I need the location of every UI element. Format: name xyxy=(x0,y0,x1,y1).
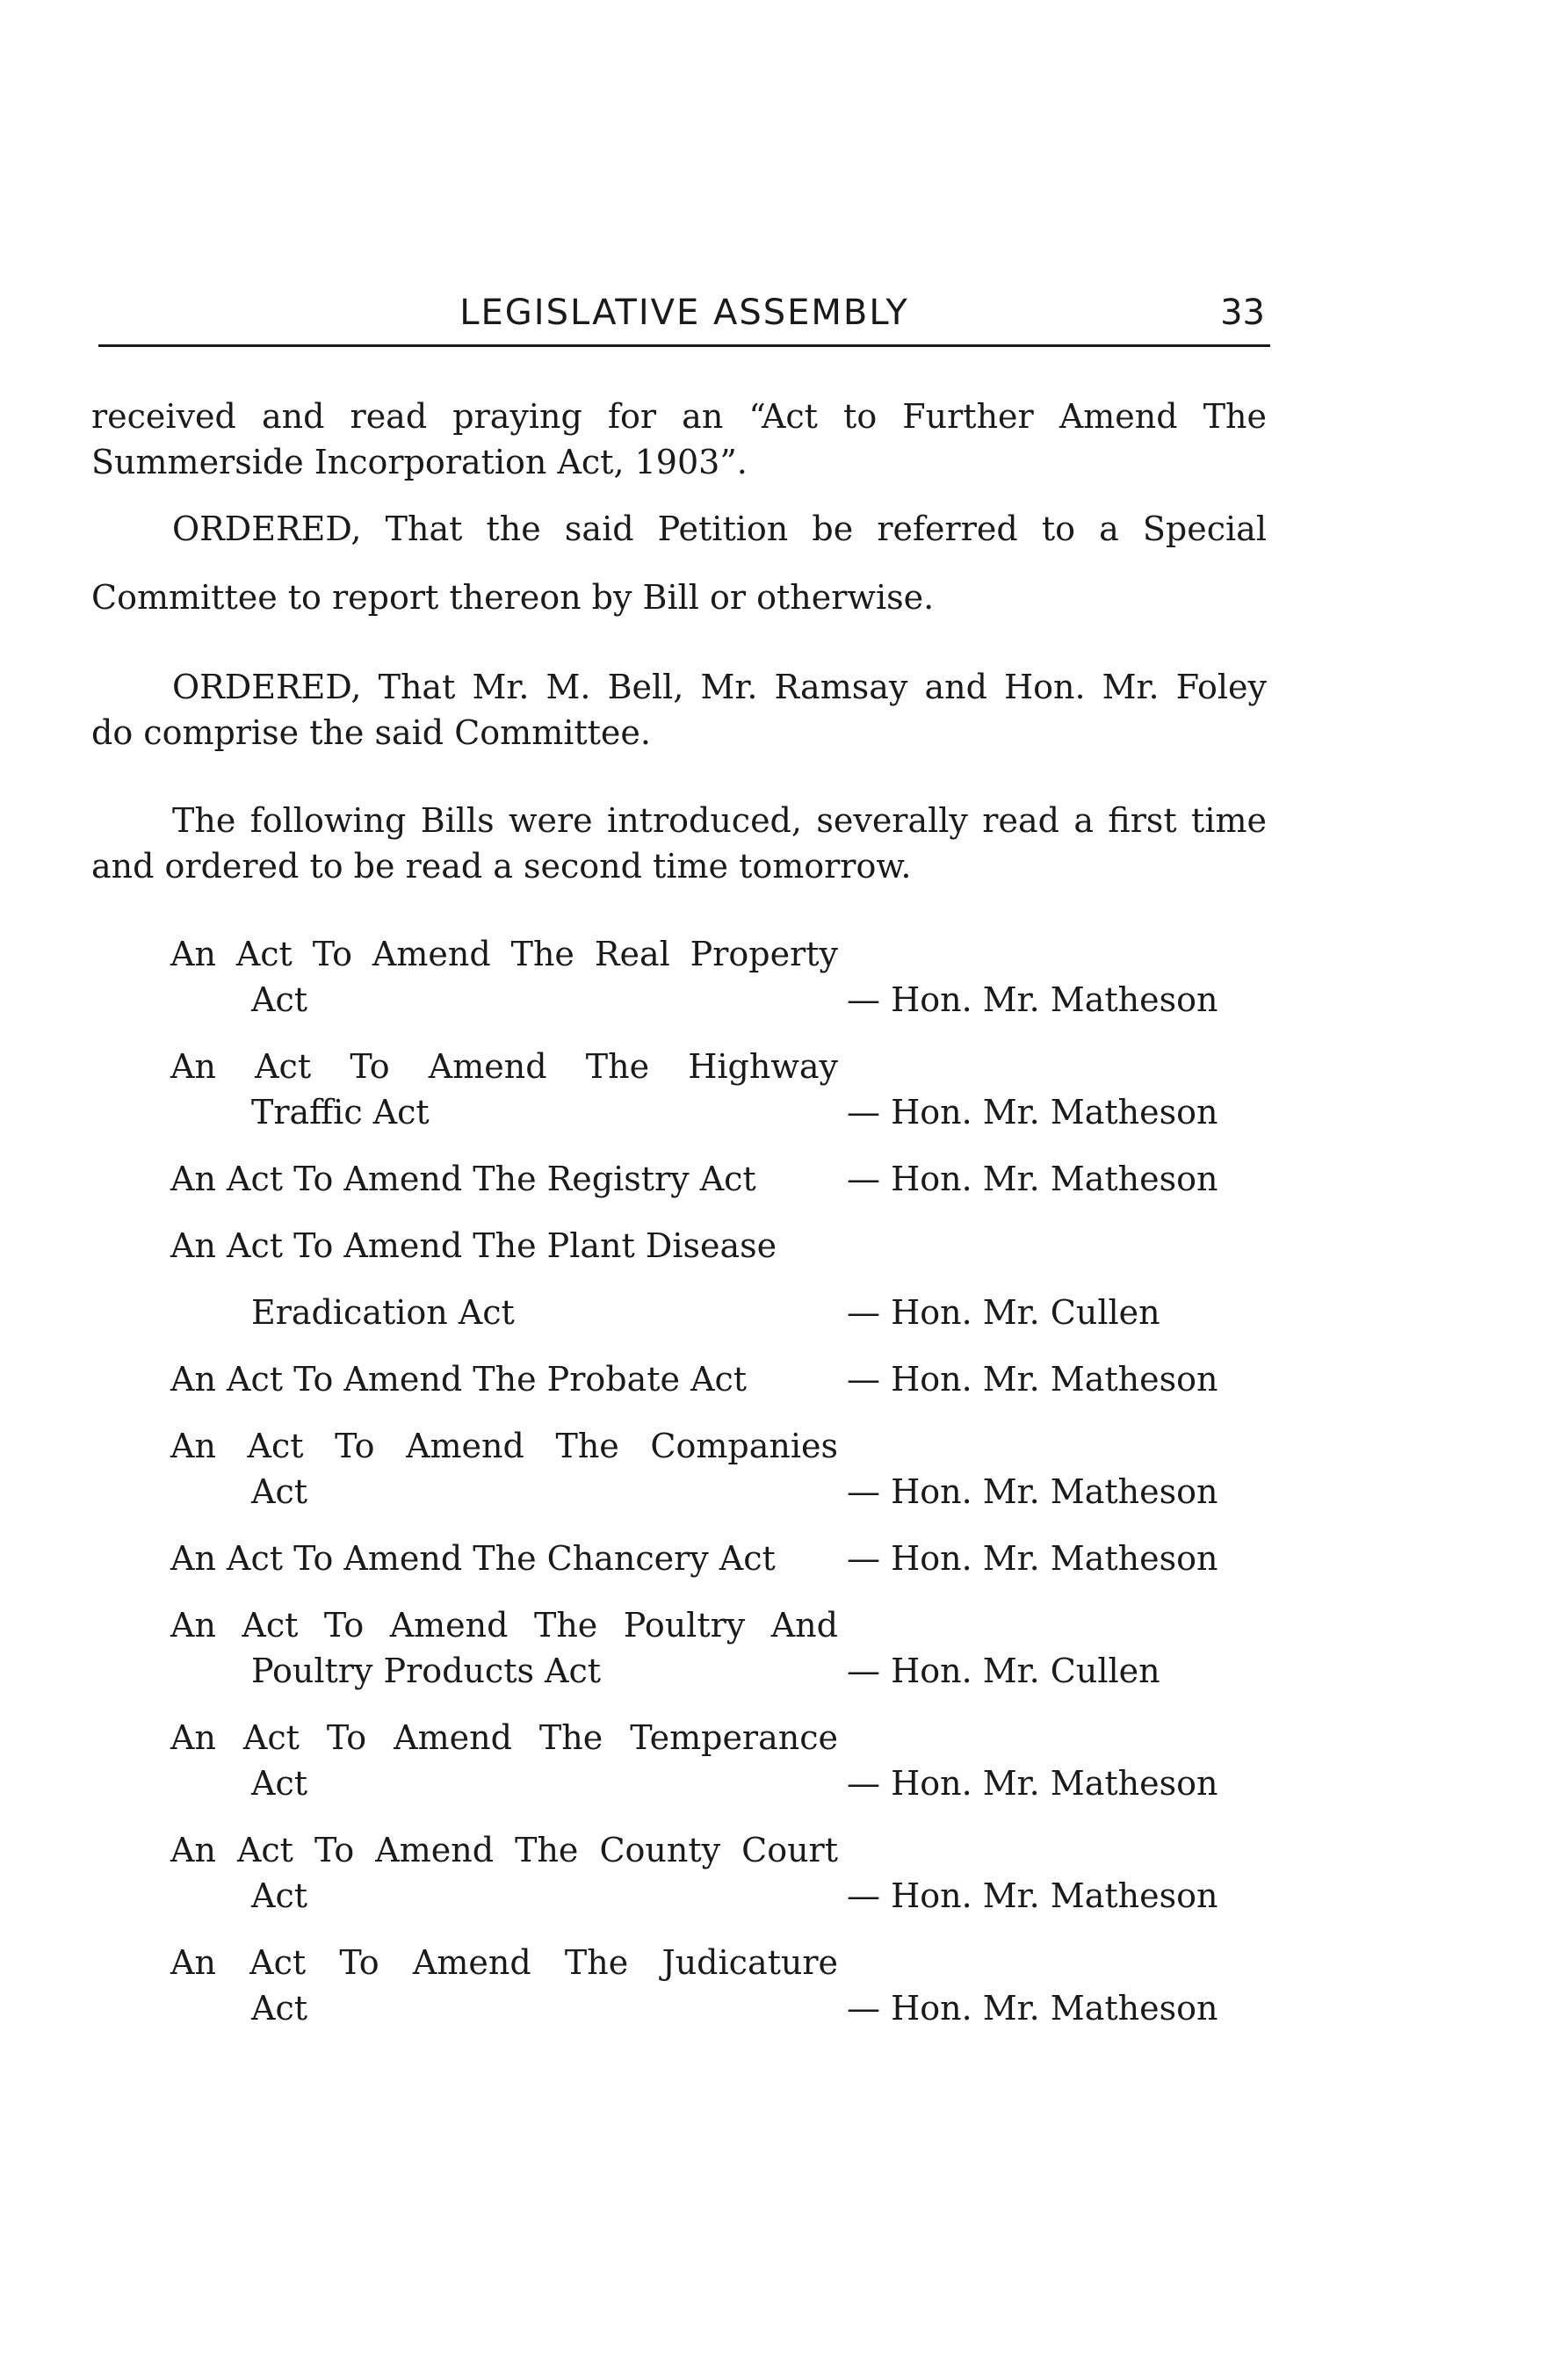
bill-entry xyxy=(170,1827,1260,1924)
bill-title-line: An Act To Amend The County Court xyxy=(170,1831,838,1869)
bill-title-line: An Act To Amend The Registry Act xyxy=(170,1160,756,1198)
bill-entry xyxy=(170,1423,1260,1520)
bill-title xyxy=(170,1156,838,1202)
bill-title-line: An Act To Amend The Probate Act xyxy=(170,1360,748,1399)
bill-entry xyxy=(170,931,1260,1028)
bill-title-line: An Act To Amend The Plant Disease xyxy=(170,1226,777,1265)
bill-title-line: An Act To Amend The Judicature xyxy=(170,1943,838,1982)
paragraph-line: received and read praying for an “Act to Further Amend The xyxy=(91,397,1267,436)
bill-entry xyxy=(170,1156,1260,1205)
bill-sponsor: — Hon. Mr. Matheson xyxy=(847,1093,1218,1131)
bill-title-line: Eradication Act xyxy=(251,1293,515,1332)
bill-title-line: An Act To Amend The Highway xyxy=(170,1047,838,1086)
paragraph-line: ORDERED, That Mr. M. Bell, Mr. Ramsay and Hon. Mr. Foley xyxy=(172,668,1267,706)
bill-entry xyxy=(170,1356,1260,1406)
bill-title-line: An Act To Amend The Temperance xyxy=(170,1718,838,1757)
running-title: LEGISLATIVE ASSEMBLY xyxy=(459,293,909,333)
paragraph-line: and ordered to be read a second time tomorrow. xyxy=(91,847,912,886)
bill-title-line: Poultry Products Act xyxy=(251,1652,602,1690)
bill-title xyxy=(170,931,838,1023)
bill-sponsor: — Hon. Mr. Cullen xyxy=(847,1293,1160,1332)
paragraph-line: ORDERED, That the said Petition be referred to a Special xyxy=(172,510,1267,548)
paragraph-line: Summerside Incorporation Act, 1903”. xyxy=(91,443,748,481)
bill-sponsor: — Hon. Mr. Matheson xyxy=(847,1989,1218,2028)
bill-sponsor: — Hon. Mr. Matheson xyxy=(847,1764,1218,1803)
bill-sponsor: — Hon. Mr. Matheson xyxy=(847,1360,1218,1399)
page-number: 33 xyxy=(1220,293,1265,333)
bill-sponsor: — Hon. Mr. Matheson xyxy=(847,1160,1218,1198)
bill-title xyxy=(170,1827,838,1919)
bill-title xyxy=(170,1715,838,1806)
running-head xyxy=(98,288,1270,347)
bill-entry xyxy=(170,1044,1260,1140)
paragraph-line: Committee to report thereon by Bill or otherwise. xyxy=(91,578,935,617)
bill-title xyxy=(170,1536,838,1581)
bill-title-line: An Act To Amend The Poultry And xyxy=(170,1606,838,1645)
bill-entry xyxy=(170,1602,1260,1699)
bill-title-line: An Act To Amend The Real Property xyxy=(170,935,838,973)
bill-title xyxy=(170,1356,838,1402)
bill-title xyxy=(170,1423,838,1515)
bill-title-line: Act xyxy=(251,980,307,1019)
paragraph-bills-introduced xyxy=(91,798,1267,889)
bill-title-line: Act xyxy=(251,1472,307,1511)
bill-entry xyxy=(170,1536,1260,1585)
bill-sponsor: — Hon. Mr. Cullen xyxy=(847,1652,1160,1690)
paragraph-petition-continued xyxy=(91,394,1267,485)
bill-entry xyxy=(170,1223,1260,1342)
bill-title-line: Act xyxy=(251,1989,307,2028)
paragraph-ordered-committee xyxy=(91,664,1267,755)
bill-entry xyxy=(170,1940,1260,2036)
bill-title-line: Act xyxy=(251,1876,307,1915)
bill-title xyxy=(170,1602,838,1694)
bill-sponsor: — Hon. Mr. Matheson xyxy=(847,1472,1218,1511)
bill-title-line: Act xyxy=(251,1764,307,1803)
bill-sponsor: — Hon. Mr. Matheson xyxy=(847,1876,1218,1915)
bill-title xyxy=(170,1044,838,1135)
bill-title xyxy=(170,1940,838,2031)
paragraph-line: do comprise the said Committee. xyxy=(91,713,651,752)
bill-sponsor: — Hon. Mr. Matheson xyxy=(847,980,1218,1019)
bill-sponsor: — Hon. Mr. Matheson xyxy=(847,1539,1218,1578)
bill-title-line: Traffic Act xyxy=(251,1093,430,1131)
bill-title-line: An Act To Amend The Chancery Act xyxy=(170,1539,776,1578)
bill-title xyxy=(170,1223,838,1335)
paragraph-ordered-referral xyxy=(91,506,1267,620)
paragraph-line: The following Bills were introduced, severally read a first time xyxy=(172,801,1267,840)
bill-entry xyxy=(170,1715,1260,1811)
bill-title-line: An Act To Amend The Companies xyxy=(170,1427,838,1465)
